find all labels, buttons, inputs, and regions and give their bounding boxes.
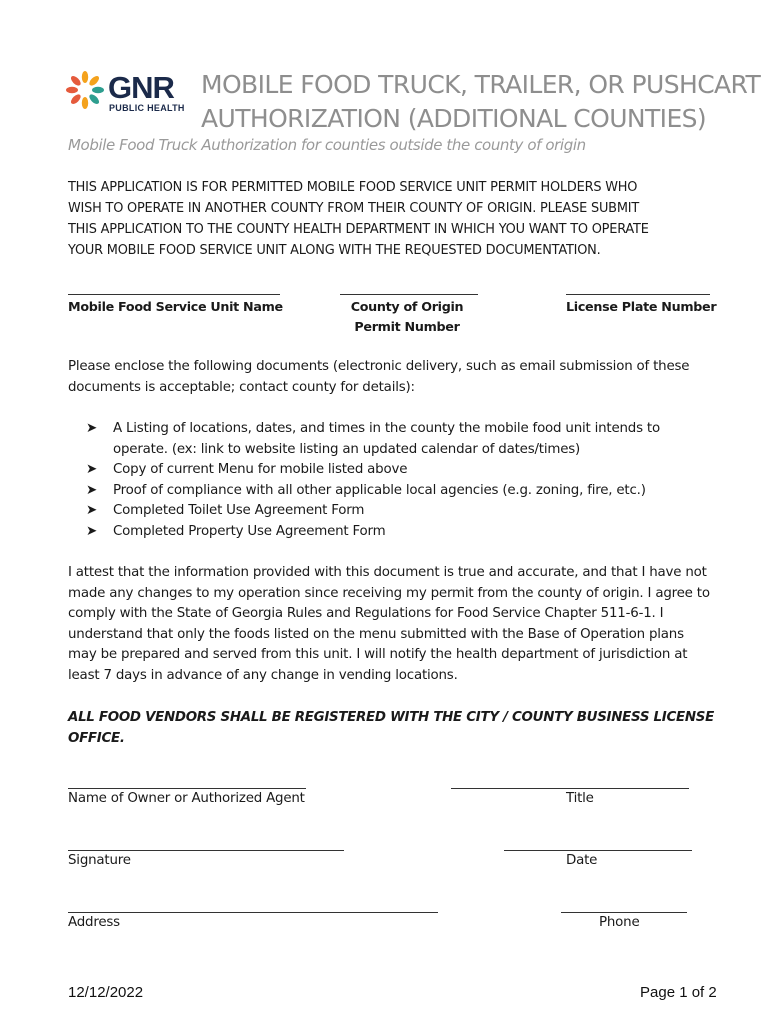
license-plate-label: License Plate Number — [566, 299, 717, 314]
list-item — [86, 481, 726, 502]
gnr-logo — [64, 70, 194, 118]
permit-number-label — [340, 297, 474, 337]
page-subtitle: Mobile Food Truck Authorization for counties outside the county of origin — [68, 136, 586, 154]
logo-brand: GNR — [108, 70, 174, 105]
license-plate-field[interactable] — [566, 294, 710, 295]
date-label: Date — [566, 853, 598, 868]
intro-paragraph — [68, 177, 718, 261]
phone-field[interactable] — [561, 912, 687, 913]
documents-intro-line: documents is acceptable; contact county for details): — [68, 379, 415, 395]
intro-line: THIS APPLICATION TO THE COUNTY HEALTH DEPARTMENT IN WHICH YOU WANT TO OPERATE — [68, 222, 649, 237]
page-title — [201, 68, 761, 136]
list-item-text: operate. (ex: link to website listing an updated calendar of dates/times) — [113, 441, 581, 457]
list-item-text: Completed Toilet Use Agreement Form — [113, 503, 365, 518]
permit-label-line-1: County of Origin — [350, 299, 464, 314]
address-field[interactable] — [68, 912, 438, 913]
address-label: Address — [68, 915, 120, 930]
attestation-line: least 7 days in advance of any change in vending locations. — [68, 667, 458, 683]
title-field[interactable] — [451, 788, 689, 789]
permit-number-field[interactable] — [340, 294, 478, 295]
attestation-line: comply with the State of Georgia Rules and Regulations for Food Service Chapter 511-6-1. I — [68, 606, 664, 621]
owner-name-label: Name of Owner or Authorized Agent — [68, 791, 305, 806]
notice-line: OFFICE. — [68, 730, 125, 746]
notice-line: ALL FOOD VENDORS SHALL BE REGISTERED WITH THE CITY / COUNTY BUSINESS LICENSE — [68, 710, 714, 725]
list-item-text: Copy of current Menu for mobile listed above — [113, 462, 408, 477]
page-number: Page 1 of 2 — [640, 984, 717, 1001]
title-line-1: MOBILE FOOD TRUCK, TRAILER, OR PUSHCART — [201, 70, 761, 99]
attestation-line: made any changes to my operation since receiving my permit from the county of origin. I agree to — [68, 585, 710, 601]
owner-name-field[interactable] — [68, 788, 306, 789]
registration-notice — [68, 708, 728, 749]
arrow-bullet-icon: ➤ — [86, 503, 98, 518]
unit-name-field[interactable] — [68, 294, 280, 295]
list-item-text: A Listing of locations, dates, and times in the county the mobile food unit intends to — [113, 421, 660, 436]
signature-field[interactable] — [68, 850, 344, 851]
list-item — [86, 460, 726, 481]
signature-label: Signature — [68, 853, 131, 868]
documents-list — [86, 419, 726, 542]
list-item-text: Proof of compliance with all other applicable local agencies (e.g. zoning, fire, etc.) — [113, 482, 646, 498]
date-field[interactable] — [504, 850, 692, 851]
list-item — [86, 522, 726, 543]
list-item — [86, 419, 726, 460]
title-line-2: AUTHORIZATION (ADDITIONAL COUNTIES) — [201, 104, 707, 133]
attestation-line: understand that only the foods listed on the menu submitted with the Base of Operation plans — [68, 626, 684, 642]
list-item-text: Completed Property Use Agreement Form — [113, 523, 386, 539]
attestation-line: may be prepared and served from this unit. I will notify the health department of jurisdiction at — [68, 647, 688, 662]
intro-line: YOUR MOBILE FOOD SERVICE UNIT ALONG WITH THE REQUESTED DOCUMENTATION. — [68, 243, 601, 258]
footer-date: 12/12/2022 — [68, 984, 144, 1001]
arrow-bullet-icon: ➤ — [86, 523, 98, 539]
logo-tagline: PUBLIC HEALTH — [109, 103, 185, 113]
flower-icon — [64, 70, 106, 112]
intro-line: WISH TO OPERATE IN ANOTHER COUNTY FROM THEIR COUNTY OF ORIGIN. PLEASE SUBMIT — [68, 201, 640, 216]
title-label: Title — [566, 791, 594, 806]
list-item — [86, 501, 726, 522]
attestation-line: I attest that the information provided with this document is true and accurate, and that I have not — [68, 565, 707, 580]
documents-intro-line: Please enclose the following documents (electronic delivery, such as email submission of these — [68, 359, 690, 374]
arrow-bullet-icon: ➤ — [86, 482, 98, 498]
documents-intro — [68, 357, 728, 398]
permit-label-line-2: Permit Number — [354, 319, 460, 334]
unit-name-label: Mobile Food Service Unit Name — [68, 299, 283, 314]
intro-line: THIS APPLICATION IS FOR PERMITTED MOBILE FOOD SERVICE UNIT PERMIT HOLDERS WHO — [68, 180, 638, 195]
phone-label: Phone — [599, 915, 640, 930]
arrow-bullet-icon: ➤ — [86, 462, 98, 477]
attestation-paragraph — [68, 563, 728, 686]
arrow-bullet-icon: ➤ — [86, 421, 98, 436]
